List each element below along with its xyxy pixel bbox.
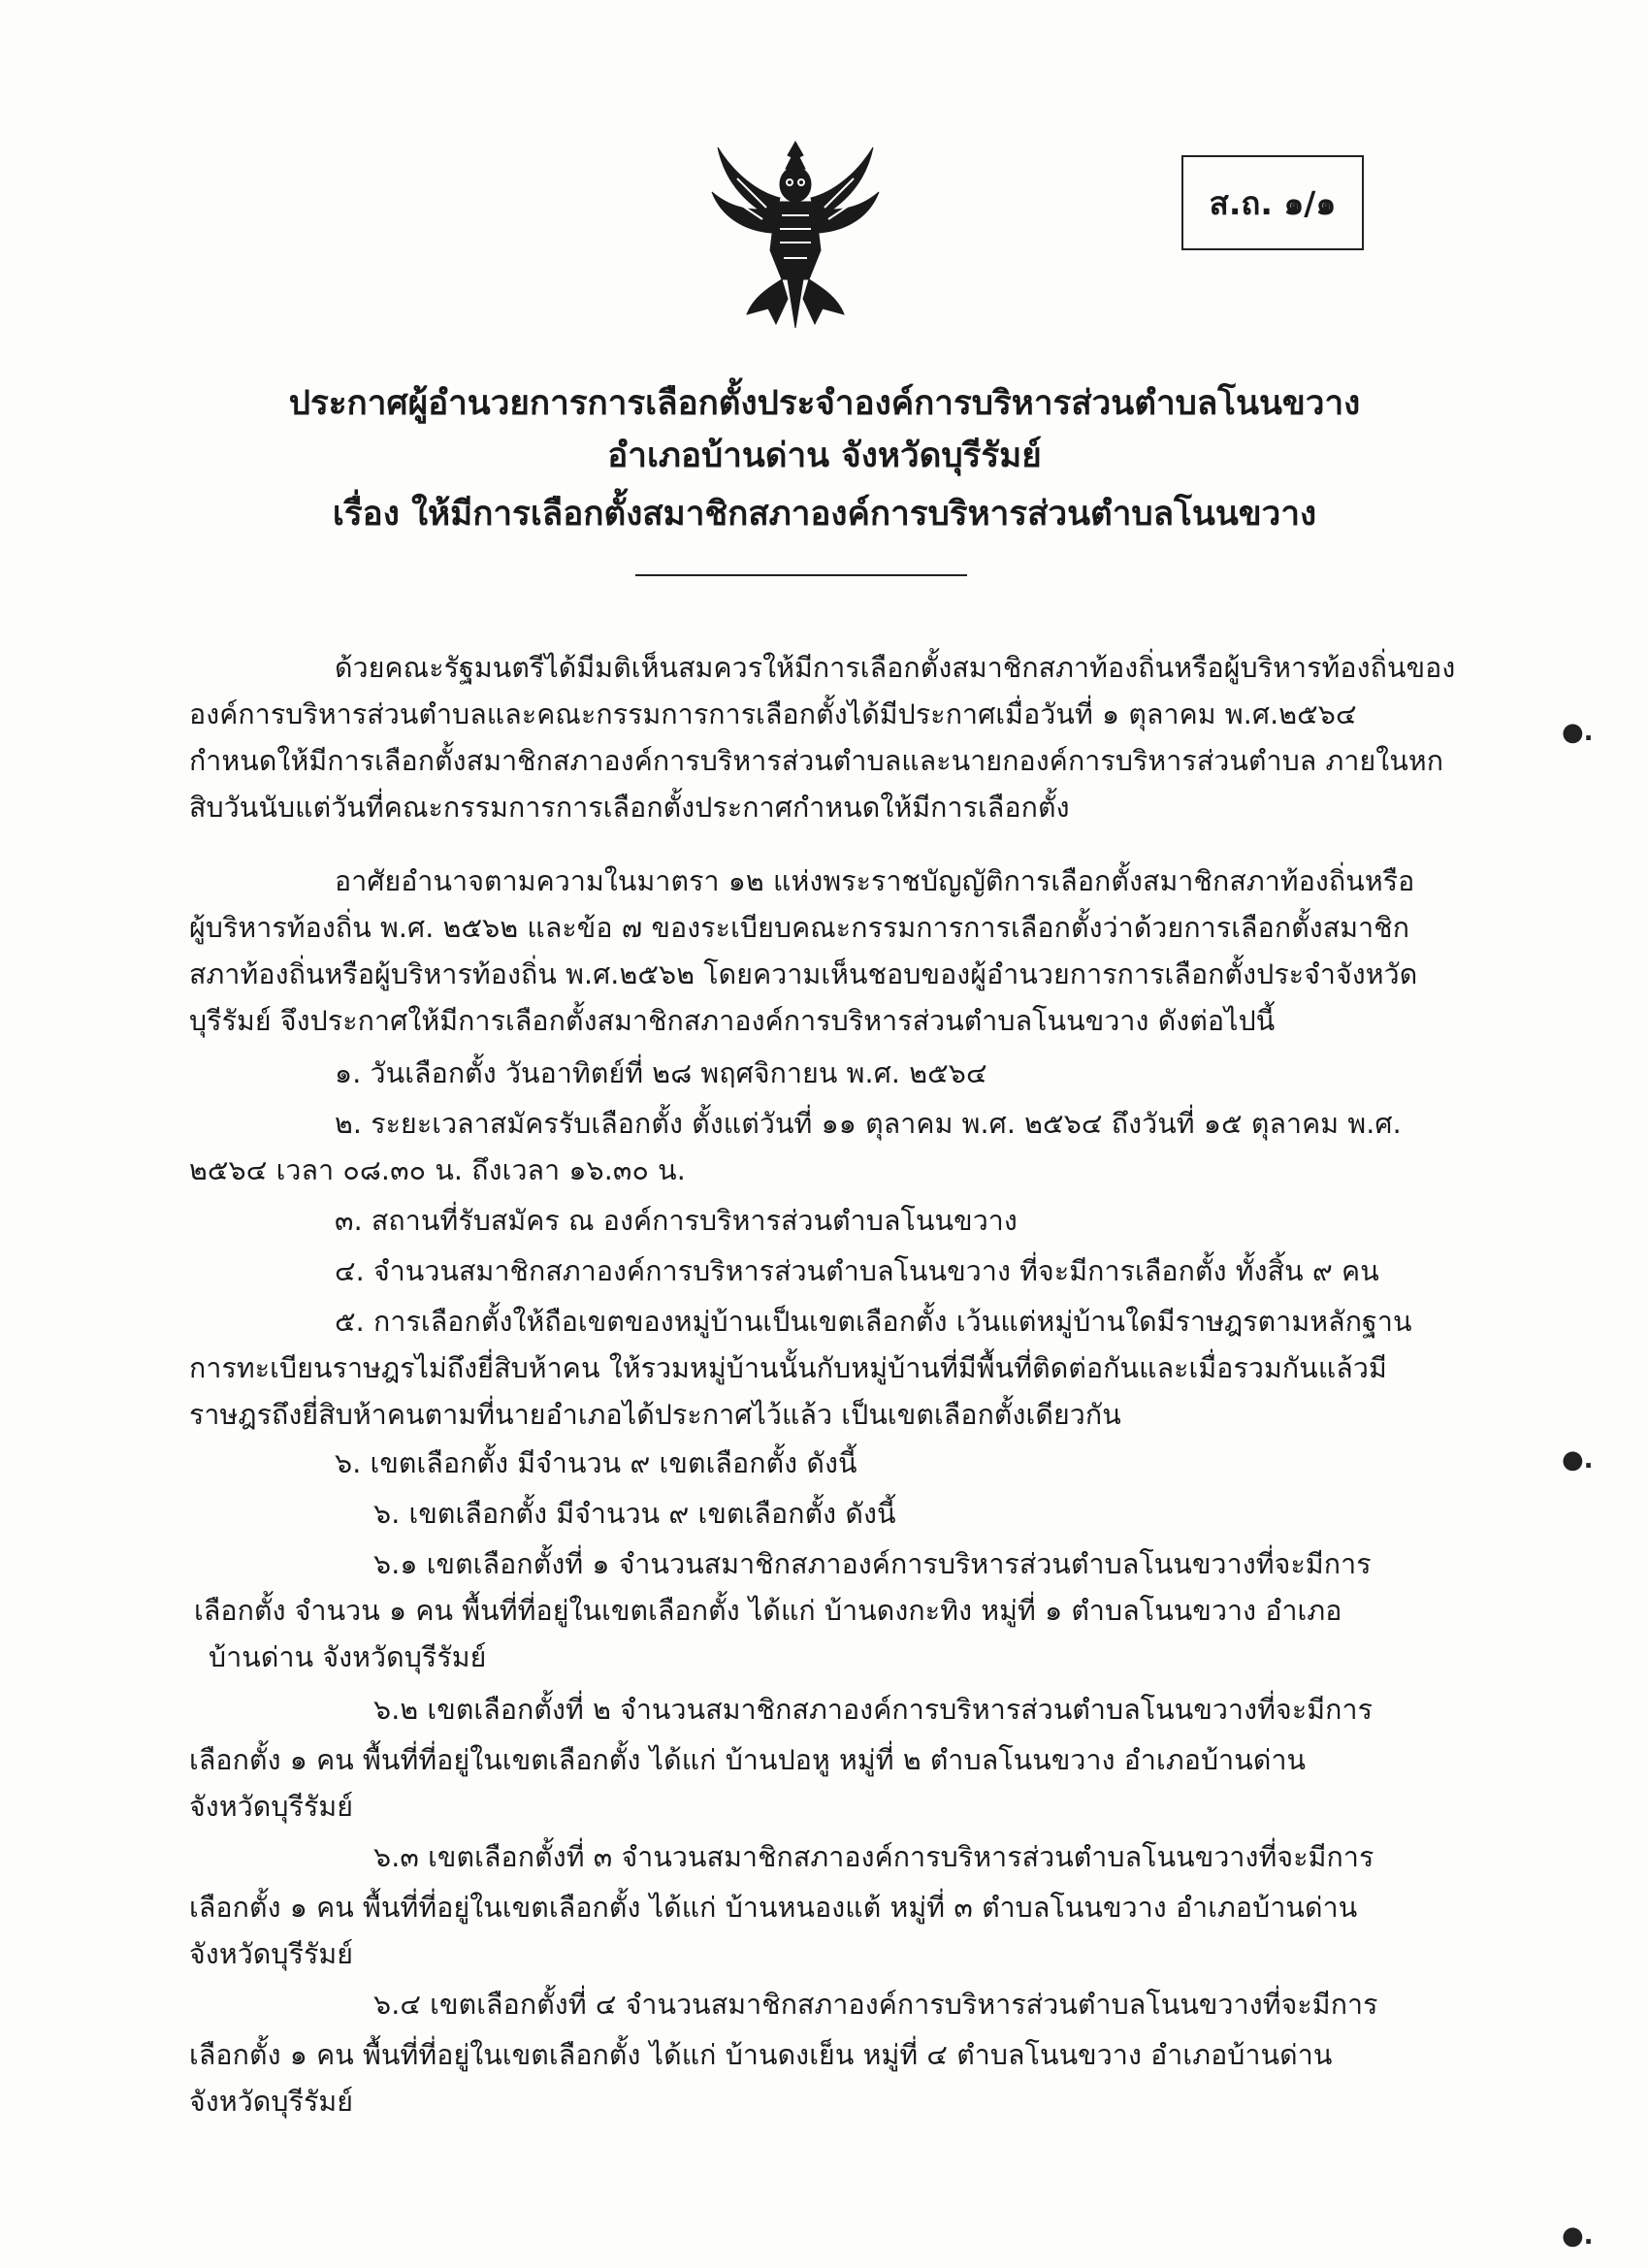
body-line: เลือกตั้ง ๑ คน พื้นที่ที่อยู่ในเขตเลือกตั้ง ได้แก่ บ้านปอหู หมู่ที่ ๒ ตำบลโนนขวาง อำเภอบ้านด่าน [189, 1744, 1307, 1776]
margin-mark: ●. [1562, 1445, 1594, 1474]
margin-mark: ●. [1562, 2221, 1594, 2251]
body-line: เลือกตั้ง จำนวน ๑ คน พื้นที่ที่อยู่ในเขตเลือกตั้ง ได้แก่ บ้านดงกะทิง หมู่ที่ ๑ ตำบลโนนขวาง อำเภอ [194, 1595, 1342, 1627]
list-item: ๖. เขตเลือกตั้ง มีจำนวน ๙ เขตเลือกตั้ง ดังนี้ [335, 1447, 857, 1479]
body-line: การทะเบียนราษฎรไม่ถึงยี่สิบห้าคน ให้รวมหมู่บ้านนั้นกับหมู่บ้านที่มีพื้นที่ติดต่อกันและเมื่อรวมกันแล้วมี [189, 1352, 1387, 1384]
list-item: ๓. สถานที่รับสมัคร ณ องค์การบริหารส่วนตำบลโนนขวาง [335, 1205, 1018, 1237]
body-line: เลือกตั้ง ๑ คน พื้นที่ที่อยู่ในเขตเลือกตั้ง ได้แก่ บ้านหนองแต้ หมู่ที่ ๓ ตำบลโนนขวาง อำเภอบ้านด่าน [189, 1892, 1358, 1924]
body-line: ๒๕๖๔ เวลา ๐๘.๓๐ น. ถึงเวลา ๑๖.๓๐ น. [189, 1154, 686, 1186]
margin-mark: ●. [1562, 718, 1594, 747]
body-line: สิบวันนับแต่วันที่คณะกรรมการการเลือกตั้งประกาศกำหนดให้มีการเลือกตั้ง [189, 792, 1070, 824]
list-item: ๖. เขตเลือกตั้ง มีจำนวน ๙ เขตเลือกตั้ง ดังนี้ [373, 1498, 896, 1530]
body-line: จังหวัดบุรีรัมย์ [189, 1791, 354, 1823]
announcement-title: ประกาศผู้อำนวยการการเลือกตั้งประจำองค์การบริหารส่วนตำบลโนนขวาง [288, 384, 1361, 423]
district-item: ๖.๔ เขตเลือกตั้งที่ ๔ จำนวนสมาชิกสภาองค์การบริหารส่วนตำบลโนนขวางที่จะมีการ [373, 1989, 1378, 2021]
announcement-location: อำเภอบ้านด่าน จังหวัดบุรีรัมย์ [607, 437, 1042, 475]
list-item: ๒. ระยะเวลาสมัครรับเลือกตั้ง ตั้งแต่วันที่ ๑๑ ตุลาคม พ.ศ. ๒๕๖๔ ถึงวันที่ ๑๕ ตุลาคม พ.ศ. [335, 1108, 1402, 1140]
list-item: ๑. วันเลือกตั้ง วันอาทิตย์ที่ ๒๘ พฤศจิกายน พ.ศ. ๒๕๖๔ [335, 1057, 987, 1089]
body-line: ผู้บริหารท้องถิ่น พ.ศ. ๒๕๖๒ และข้อ ๗ ของระเบียบคณะกรรมการการเลือกตั้งว่าด้วยการเลือกตั้งสมาชิก [189, 912, 1410, 944]
district-item: ๖.๑ เขตเลือกตั้งที่ ๑ จำนวนสมาชิกสภาองค์การบริหารส่วนตำบลโนนขวางที่จะมีการ [373, 1548, 1372, 1580]
body-line: ด้วยคณะรัฐมนตรีได้มีมติเห็นสมควรให้มีการเลือกตั้งสมาชิกสภาท้องถิ่นหรือผู้บริหารท้องถิ่นของ [335, 652, 1456, 684]
body-line: สภาท้องถิ่นหรือผู้บริหารท้องถิ่น พ.ศ.๒๕๖๒ โดยความเห็นชอบของผู้อำนวยการการเลือกตั้งประจำจังหวัด [189, 958, 1418, 990]
body-line: บ้านด่าน จังหวัดบุรีรัมย์ [209, 1641, 487, 1673]
garuda-emblem [698, 134, 892, 333]
form-code-box: ส.ถ. ๑/๑ [1181, 155, 1364, 250]
body-line: ราษฎรถึงยี่สิบห้าคนตามที่นายอำเภอได้ประกาศไว้แล้ว เป็นเขตเลือกตั้งเดียวกัน [189, 1399, 1121, 1431]
district-item: ๖.๓ เขตเลือกตั้งที่ ๓ จำนวนสมาชิกสภาองค์การบริหารส่วนตำบลโนนขวางที่จะมีการ [373, 1841, 1374, 1873]
body-line: เลือกตั้ง ๑ คน พื้นที่ที่อยู่ในเขตเลือกตั้ง ได้แก่ บ้านดงเย็น หมู่ที่ ๔ ตำบลโนนขวาง อำเภอบ้านด่าน [189, 2039, 1333, 2071]
body-line: อาศัยอำนาจตามความในมาตรา ๑๒ แห่งพระราชบัญญัติการเลือกตั้งสมาชิกสภาท้องถิ่นหรือ [335, 865, 1415, 897]
district-item: ๖.๒ เขตเลือกตั้งที่ ๒ จำนวนสมาชิกสภาองค์การบริหารส่วนตำบลโนนขวางที่จะมีการ [373, 1694, 1373, 1726]
list-item: ๕. การเลือกตั้งให้ถือเขตของหมู่บ้านเป็นเขตเลือกตั้ง เว้นแต่หมู่บ้านใดมีราษฎรตามหลักฐาน [335, 1306, 1412, 1338]
body-line: กำหนดให้มีการเลือกตั้งสมาชิกสภาองค์การบริหารส่วนตำบลและนายกองค์การบริหารส่วนตำบล ภายในหก [189, 745, 1444, 777]
list-item: ๔. จำนวนสมาชิกสภาองค์การบริหารส่วนตำบลโนนขวาง ที่จะมีการเลือกตั้ง ทั้งสิ้น ๙ คน [335, 1255, 1379, 1287]
announcement-subject: เรื่อง ให้มีการเลือกตั้งสมาชิกสภาองค์การบริหารส่วนตำบลโนนขวาง [332, 495, 1317, 534]
heading-divider [635, 574, 967, 576]
body-line: จังหวัดบุรีรัมย์ [189, 1938, 354, 1970]
body-line: บุรีรัมย์ จึงประกาศให้มีการเลือกตั้งสมาชิกสภาองค์การบริหารส่วนตำบลโนนขวาง ดังต่อไปนี้ [189, 1005, 1276, 1037]
body-line: องค์การบริหารส่วนตำบลและคณะกรรมการการเลือกตั้งได้มีประกาศเมื่อวันที่ ๑ ตุลาคม พ.ศ.๒๕๖๔ [189, 698, 1357, 730]
body-line: จังหวัดบุรีรัมย์ [189, 2086, 354, 2118]
